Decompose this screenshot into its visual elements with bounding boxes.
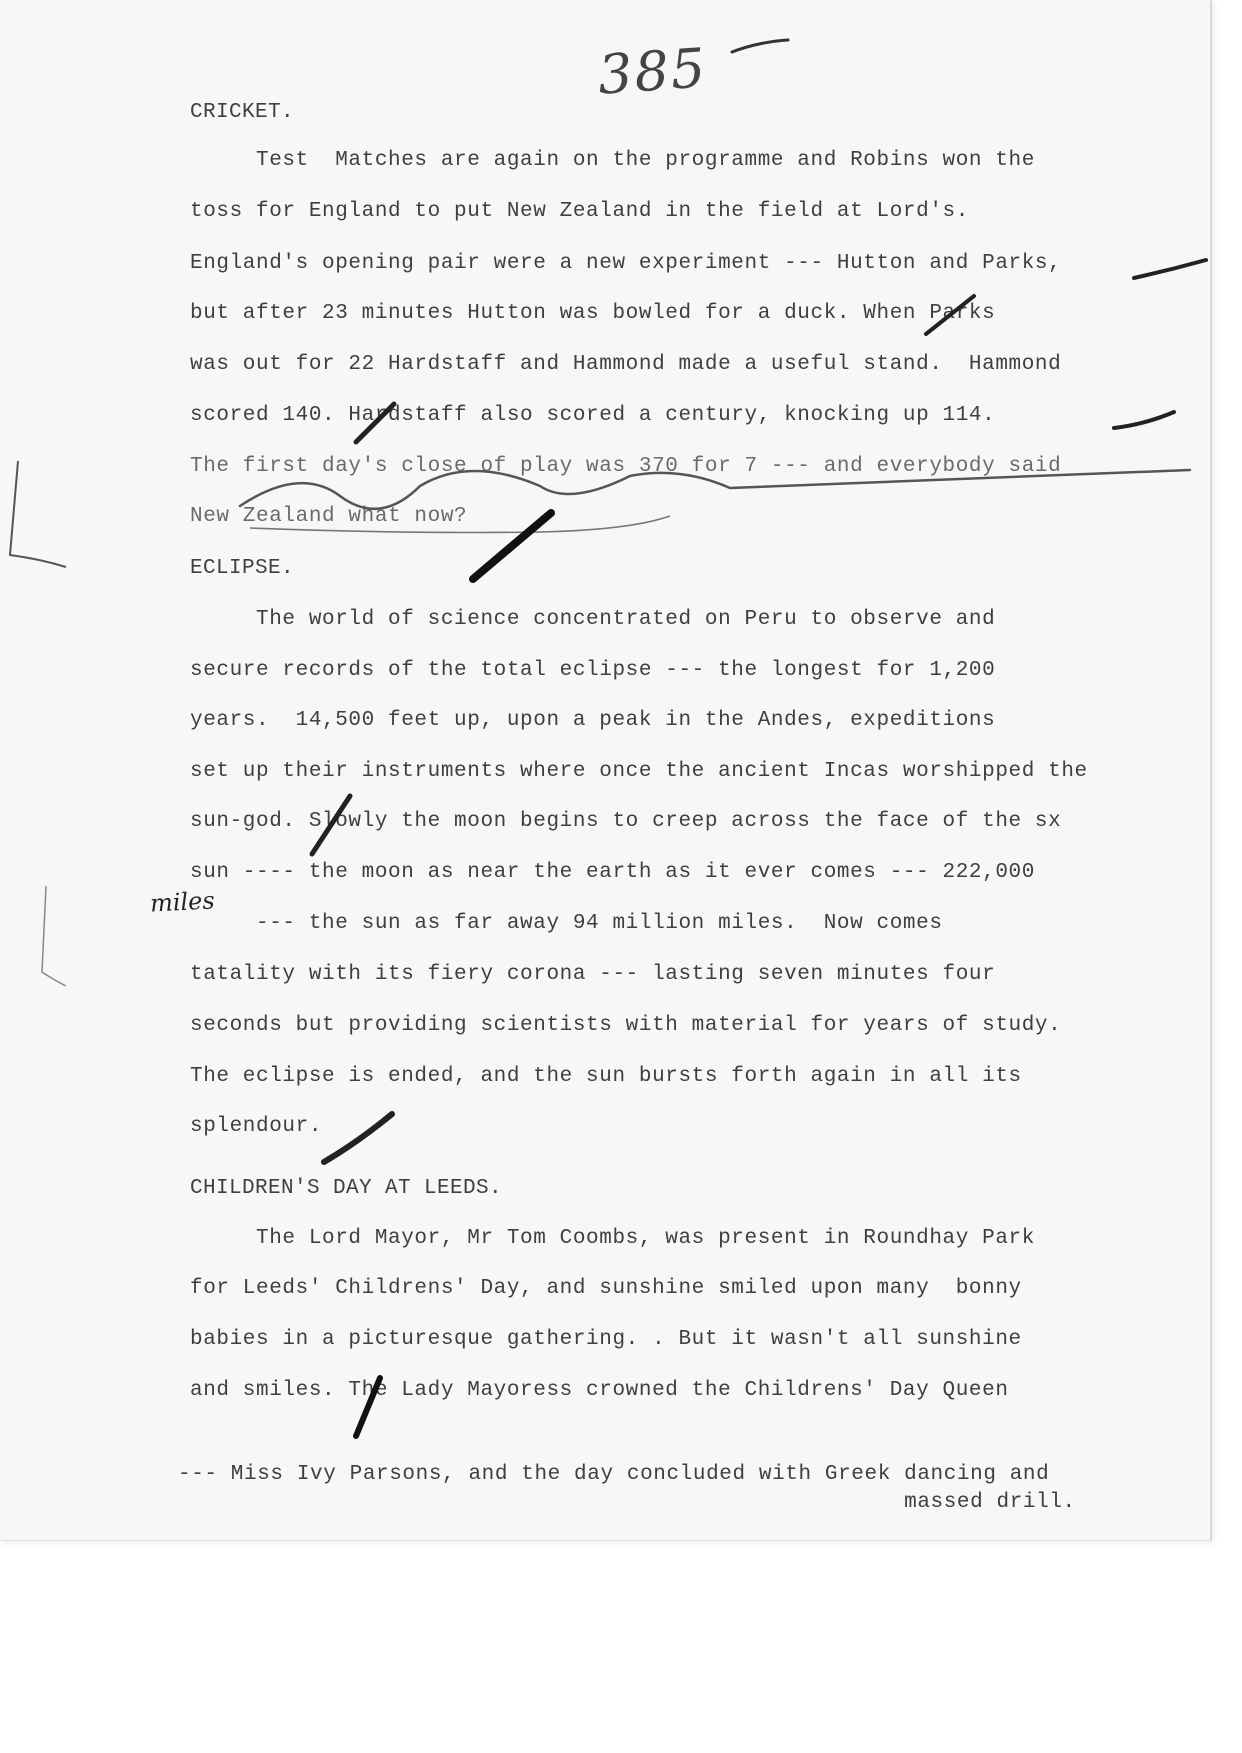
- cricket-line-2: toss for England to put New Zealand in the field at Lord's.: [190, 200, 969, 223]
- margin-bracket-2: [30, 880, 80, 990]
- margin-bracket-1: [0, 455, 80, 575]
- childrens-day-line-1: The Lord Mayor, Mr Tom Coombs, was present in Roundhay Park: [190, 1227, 1035, 1250]
- pen-slash-mark-7: [318, 1108, 398, 1168]
- closing-line-2: massed drill.: [178, 1491, 1076, 1514]
- eclipse-line-9: seconds but providing scientists with material for years of study.: [190, 1014, 1062, 1037]
- cricket-line-5: was out for 22 Hardstaff and Hammond made a useful stand. Hammond: [190, 353, 1062, 376]
- cricket-line-6: scored 140. Hardstaff also scored a century, knocking up 114.: [190, 404, 996, 427]
- handwritten-margin-note: miles: [149, 886, 216, 918]
- childrens-day-heading: CHILDREN'S DAY AT LEEDS.: [190, 1177, 503, 1200]
- handwritten-page-number: 385: [595, 36, 710, 107]
- pen-slash-mark-5: [465, 505, 560, 585]
- cricket-line-7-struck: The first day's close of play was 370 for 7 --- and everybody said: [190, 455, 1062, 478]
- cricket-heading: CRICKET.: [190, 101, 295, 124]
- eclipse-line-7: --- the sun as far away 94 million miles. Now comes: [190, 912, 943, 935]
- eclipse-line-5: sun-god. Slowly the moon begins to creep across the face of the sx: [190, 810, 1062, 833]
- childrens-day-line-3: babies in a picturesque gathering. . But it wasn't all sunshine: [190, 1328, 1022, 1351]
- eclipse-line-3: years. 14,500 feet up, upon a peak in the Andes, expeditions: [190, 709, 996, 732]
- closing-line-1: --- Miss Ivy Parsons, and the day concluded with Greek dancing and: [178, 1463, 1050, 1486]
- eclipse-line-6: sun ---- the moon as near the earth as it ever comes --- 222,000: [190, 861, 1035, 884]
- page-number-underline-mark: [730, 36, 790, 56]
- eclipse-heading: ECLIPSE.: [190, 557, 295, 580]
- cricket-line-8-struck: New Zealand what now?: [190, 505, 468, 528]
- eclipse-line-8: tatality with its fiery corona --- lasting seven minutes four: [190, 963, 996, 986]
- cricket-line-1: Test Matches are again on the programme and Robins won the: [190, 149, 1035, 172]
- cricket-line-4: but after 23 minutes Hutton was bowled for a duck. When Parks: [190, 302, 996, 325]
- eclipse-line-4: set up their instruments where once the ancient Incas worshipped the: [190, 760, 1088, 783]
- cricket-line-3: England's opening pair were a new experiment --- Hutton and Parks,: [190, 252, 1062, 275]
- childrens-day-line-4: and smiles. The Lady Mayoress crowned the Childrens' Day Queen: [190, 1379, 1009, 1402]
- eclipse-line-10: The eclipse is ended, and the sun bursts forth again in all its: [190, 1065, 1022, 1088]
- childrens-day-line-2: for Leeds' Childrens' Day, and sunshine smiled upon many bonny: [190, 1277, 1022, 1300]
- eclipse-line-2: secure records of the total eclipse --- the longest for 1,200: [190, 659, 996, 682]
- pen-slash-mark-4: [1110, 404, 1180, 434]
- eclipse-line-1: The world of science concentrated on Peru to observe and: [190, 608, 996, 631]
- eclipse-line-11: splendour.: [190, 1115, 323, 1138]
- pen-slash-mark-1: [1130, 252, 1210, 282]
